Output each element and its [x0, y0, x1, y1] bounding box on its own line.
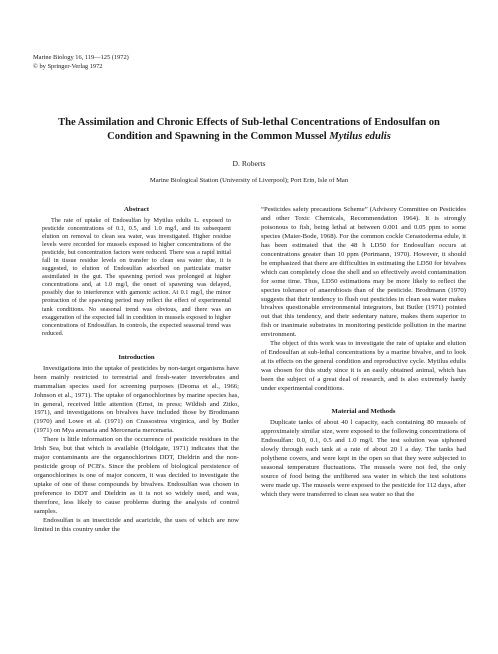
title-line-1: The Assimilation and Chronic Effects of Sub-lethal Concentrations of Endosulfan on	[58, 117, 440, 128]
abstract-body	[42, 217, 231, 338]
introduction-heading: Introduction	[118, 353, 155, 361]
methods-body	[261, 419, 466, 500]
intro-paragraph-1: Investigations into the uptake of pesticides by non-target organisms have been mainly restricted to terrestrial and fresh-water invertebrates and mammalian species used for screening purposes (Deoma et al., 1966; Johnson et al., 1971). The uptake of organochlorines by marine species has, in general, received little attention (Ernst, in press; Wildish and Zitko, 1971), and investigations on bivalves have included those by Brodtmann (1970) and Lowe et al. (1971) on Crassostrea virginica, and by Butler (1971) on Mya arenaria and Mercenaria mercenaria.	[34, 364, 239, 435]
methods-heading: Material and Methods	[331, 408, 396, 416]
abstract-heading: Abstract	[124, 206, 149, 213]
right-paragraph-1: “Pesticides safety precautions Scheme” (Advisory Committee on Pesticides and other Toxic Chemicals, Recommendation 1964). It is strongly poisonous to fish, being lethal at between 0.001 and 0.05 ppm to some species (Maier-Bode, 1968). For the common cockle Cerastoderma edule, it has been estimated that the 48 h LD50 for Endosulfan occurs at concentrations greater than 10 ppm (Portmann, 1970). However, it should be emphasized that there are difficulties in estimating the LD50 for bivalves which can completely close the shell and so effectively avoid contamination for some time. Thus, LD50 estimations may be more likely to reflect the species tolerance of anaerobiosis than of the pesticide. Brodtmann (1970) suggests that their tendency to flush out pesticides in clean sea water makes bivalves questionable environmental integrators, but Butler (1971) pointed out that this tendency, and their sedentary nature, makes them superior to fish or inanimate substrates in monitoring pesticide pollution in the marine environment.	[261, 206, 466, 339]
methods-paragraph-1: Duplicate tanks of about 40 l capacity, each containing 80 mussels of approximately similar size, were exposed to the following concentrations of Endosulfan: 0.0, 0.1, 0.5 and 1.0 mg/l. The test solution was siphoned slowly through each tank at a rate of about 20 l a day. The tanks had polythene covers, and were kept in the open so that they were subjected to seasonal temperature fluctuations. The mussels were not fed, the only source of food being the unfiltered sea water in which the test solutions were made up. The mussels were exposed to the pesticide for 112 days, after which they were transferred to clean sea water so that the	[261, 419, 466, 498]
title-line-2-text: Condition and Spawning in the Common Mussel	[107, 130, 330, 142]
title-species-name: Mytilus edulis	[329, 130, 391, 142]
introduction-body	[34, 365, 239, 535]
journal-header	[33, 54, 129, 71]
paper-title	[40, 116, 458, 143]
journal-citation: Marine Biology 16, 119—125 (1972)	[33, 54, 129, 61]
intro-paragraph-2: There is little information on the occurrence of pesticide residues in the Irish Sea, but that which is available (Holdgate, 1971) indicates that the major contaminants are the organochlorines DDT, Dieldrin and the non-pesticide group of PCB's. Since the problem of biological persistence of organochlorines is one of major concern, it was decided to investigate the uptake of one of these compounds by bivalves. Endosulfan was chosen in preference to DDT and Dieldrin as it is not so widely used, and was, therefore, less likely to cause problems during the analysis of control samples.	[34, 436, 239, 515]
right-column	[261, 206, 466, 500]
abstract-paragraph: The rate of uptake of Endosulfan by Mytilus edulis L. exposed to pesticide concentrations of 0.1, 0.5, and 1.0 mg/l, and its subsequent elution on removal to clean sea water, was investigated. Higher residue levels were recorded for mussels exposed to higher concentrations of the pesticide, but concentration factors were reduced. There was a rapid initial fall in tissue residue levels on transfer to clean sea water due, it is suggested, to elution of Endosulfan adsorbed on particulate matter assimilated in the gut. The spawning period was prolonged at higher concentrations and, at 1.0 mg/l, the onset of spawning was delayed, possibly due to interference with gamonic action. At 0.1 mg/l, the minor protraction of the spawning period may reflect the effect of experimental tank conditions. No seasonal trend was obvious, and there was an exaggeration of the expected fall in condition in mussels exposed to higher concentrations of Endosulfan. In controls, the expected seasonal trend was reduced.	[42, 217, 231, 337]
right-column-body	[261, 206, 466, 394]
left-column	[34, 206, 239, 535]
right-paragraph-2: The object of this work was to investigate the rate of uptake and elution of Endosulfan at sub-lethal concentrations by a marine bivalve, and to look at its effects on the general condition and reproductive cycle. Mytilus edulis was chosen for this study since it is an easily obtained animal, which has been the subject of a great deal of research, and is also extremely hardy under experimental conditions.	[261, 340, 466, 393]
copyright-notice: © by Springer-Verlag 1972	[33, 62, 103, 70]
intro-paragraph-3: Endosulfan is an insecticide and acaricide, the uses of which are now limited in this country under the	[34, 516, 239, 533]
title-line-2	[40, 130, 458, 144]
author-name: D. Roberts	[232, 159, 266, 168]
author-affiliation: Marine Biological Station (University of Liverpool); Port Erin, Isle of Man	[149, 177, 349, 184]
